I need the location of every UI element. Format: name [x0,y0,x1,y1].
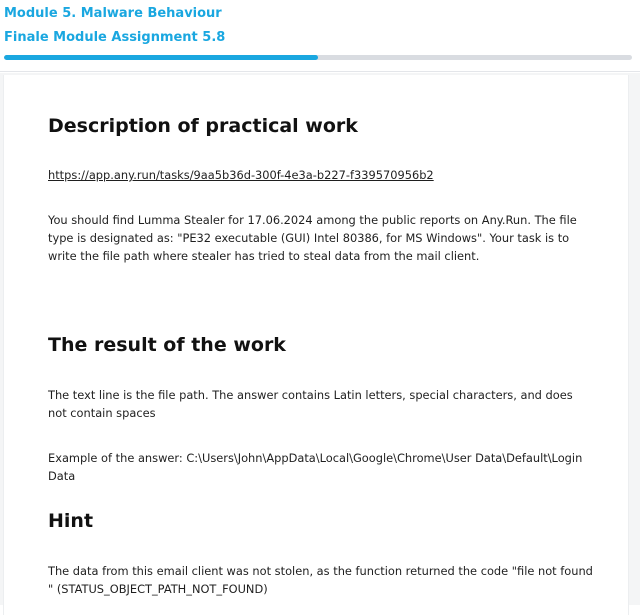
assignment-card [3,75,629,615]
description-heading: Description of practical work [48,115,358,137]
hint-heading: Hint [48,510,94,532]
anyrun-task-link[interactable]: https://app.any.run/tasks/9aa5b36d-300f-4e3a-b227-f339570956b2 [48,168,434,182]
description-paragraph: You should find Lumma Stealer for 17.06.2024 among the public reports on Any.Run. The file type is designated as: "PE32 executable (GUI) Intel 80386, for MS Windows". Your task is to write the file path where stealer has tried to steal data from the mail client. [48,213,577,263]
result-heading: The result of the work [48,334,286,356]
progress-bar [4,55,632,60]
assignment-header [0,0,640,72]
module-title: Module 5. Malware Behaviour [4,6,222,21]
assignment-title: Finale Module Assignment 5.8 [4,30,226,45]
result-paragraph-format: The text line is the file path. The answer contains Latin letters, special characters, and does not contain spaces [48,388,573,420]
progress-fill [4,55,318,60]
hint-paragraph: The data from this email client was not stolen, as the function returned the code "file not found " (STATUS_OBJECT_PATH_NOT_FOUND) [48,564,593,596]
result-paragraph-example: Example of the answer: C:\Users\John\AppData\Local\Google\Chrome\User Data\Default\Login Data [48,451,583,483]
content-area[interactable] [0,73,640,605]
